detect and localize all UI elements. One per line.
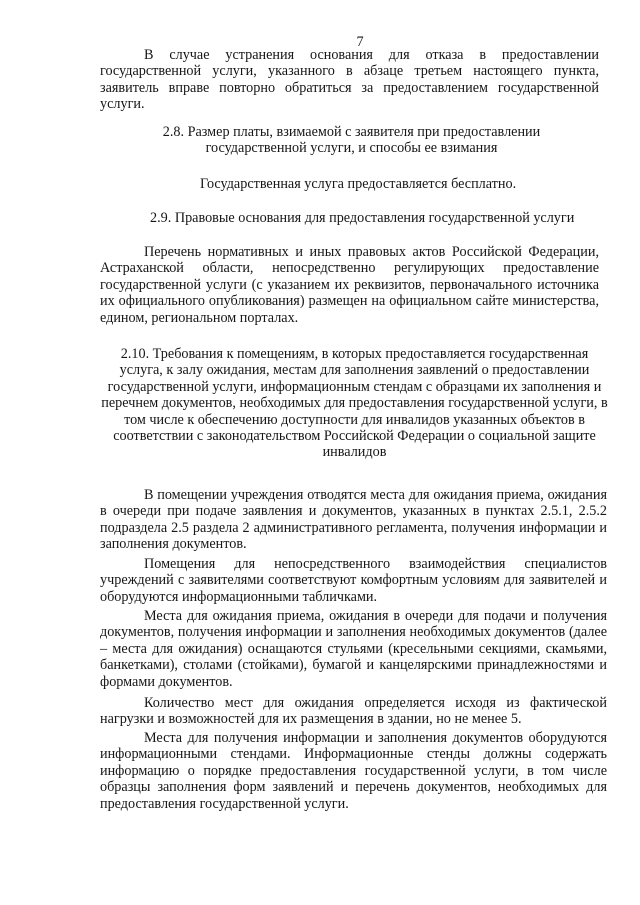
heading-2-10-premises: 2.10. Требования к помещениям, в которых предоставляется государственная услуга, к залу ожидания, местам для заполнения заявлений о предоставлении государственной услуги, информационным стендам с образцами их заполнения и перечнем документов, необходимых для предоставления государственной услуги, в том числе к обеспечению доступности для инвалидов указанных объектов в соответствии с законодательством Российской Федерации о социальной защите инвалидов bbox=[101, 346, 608, 461]
heading-2-9-legal-basis: 2.9. Правовые основания для предоставления государственной услуги bbox=[150, 210, 575, 226]
paragraph-info-stands: Места для получения информации и заполнения документов оборудуются информационными стендами. Информационные стенды должны содержать информацию о порядке предоставления государственной услуги, в том числе образцы заполнения форм заявлений и перечень документов, необходимых для предоставления государственной услуги. bbox=[100, 730, 607, 812]
paragraph-refusal-removal: В случае устранения основания для отказа в предоставлении государственной услуги, указанного в абзаце третьем настоящего пункта, заявитель вправе повторно обратиться за предоставлением государственной услуги. bbox=[100, 47, 599, 113]
heading-2-8-fee: 2.8. Размер платы, взимаемой с заявителя при предоставлении государственной услуги, и способы ее взимания bbox=[162, 124, 541, 157]
paragraph-service-free: Государственная услуга предоставляется бесплатно. bbox=[200, 176, 517, 192]
paragraph-waiting-places: В помещении учреждения отводятся места для ожидания приема, ожидания в очереди при подаче заявления и документов, указанных в пунктах 2.5.1, 2.5.2 подраздела 2.5 раздела 2 административного регламента, получения информации и заполнения документов. bbox=[100, 487, 607, 553]
page-number: 7 bbox=[356, 34, 364, 50]
paragraph-legal-acts: Перечень нормативных и иных правовых актов Российской Федерации, Астраханской области, непосредственно регулирующих предоставление государственной услуги (с указанием их реквизитов, первоначального источника их официального опубликования) размещен на официальном сайте министерства, едином, региональном порталах. bbox=[100, 244, 599, 326]
paragraph-seat-count: Количество мест для ожидания определяется исходя из фактической нагрузки и возможностей для их размещения в здании, но не менее 5. bbox=[100, 695, 607, 728]
paragraph-waiting-equipment: Места для ожидания приема, ожидания в очереди для подачи и получения документов, получения информации и заполнения необходимых документов (далее – места для ожидания) оснащаются стульями (кресельными секциями, скамьями, банкетками), столами (стойками), бумагой и канцелярскими принадлежностями и формами документов. bbox=[100, 608, 607, 690]
paragraph-interaction-rooms: Помещения для непосредственного взаимодействия специалистов учреждений с заявителями соответствуют комфортным условиям для заявителей и оборудуются информационными табличками. bbox=[100, 556, 607, 605]
